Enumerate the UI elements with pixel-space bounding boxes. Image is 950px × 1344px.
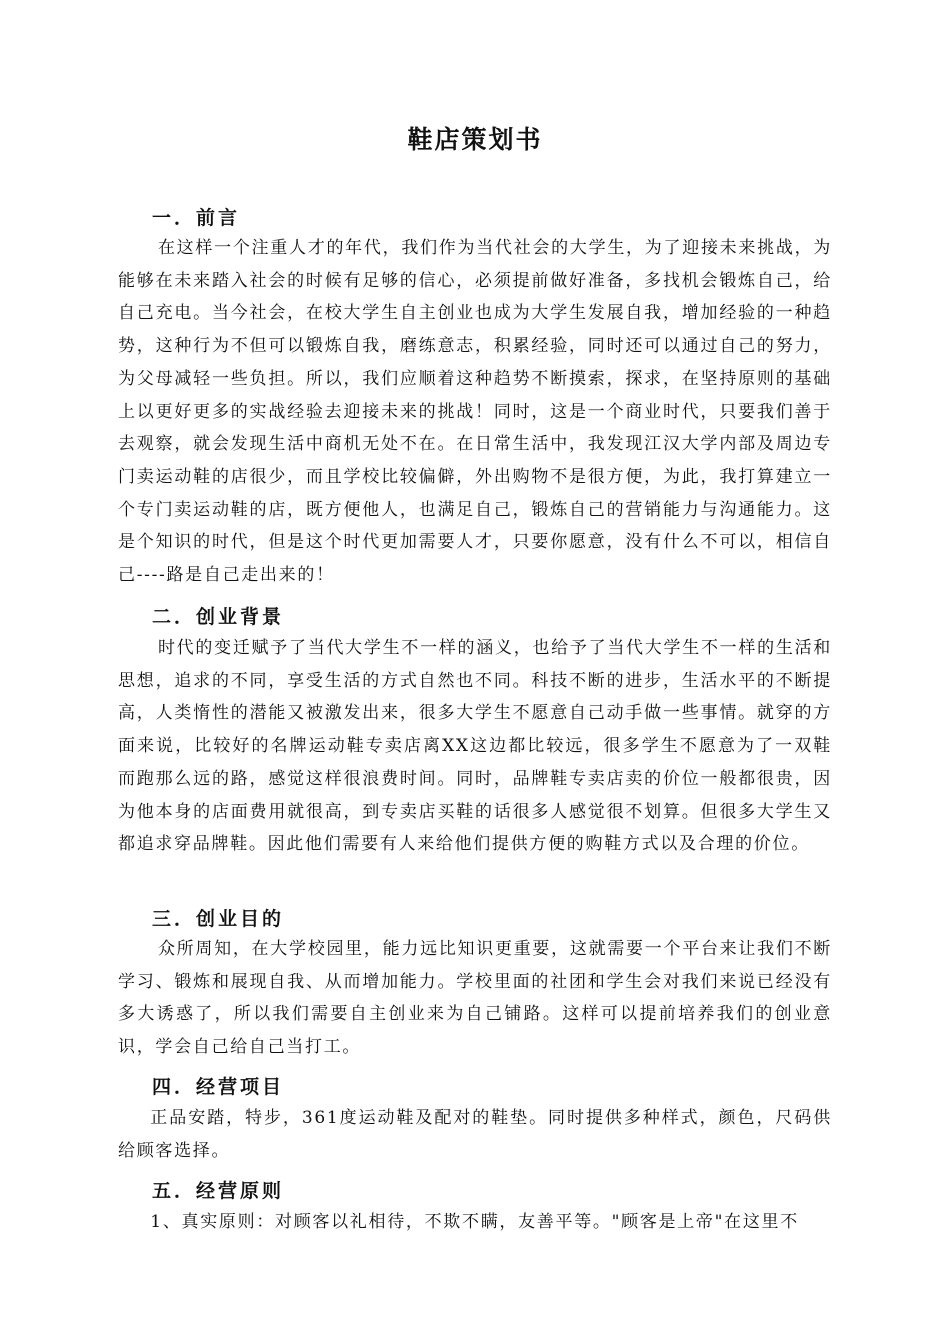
section-heading-background: 二．创业背景 [152,606,285,628]
section-paragraph-principles: 1、真实原则：对顾客以礼相待，不欺不瞒，友善平等。"顾客是上帝"在这里不 [150,1212,799,1232]
section-heading-business-items: 四．经营项目 [152,1076,285,1098]
section-paragraph-background: 时代的变迁赋予了当代大学生不一样的涵义，也给予了当代大学生不一样的生活和思想，追求的不同，享受生活的方式自然也不同。科技不断的进步，生活水平的不断提高，人类惰性的潜能又被激发出来，很多大学生不愿意自己动手做一些事情。就穿的方面来说，比较好的名牌运动鞋专卖店离XX这边都比较远，很多学生不愿意为了一双鞋而跑那么远的路，感觉这样很浪费时间。同时，品牌鞋专卖店卖的价位一般都很贵，因为他本身的店面费用就很高，到专卖店买鞋的话很多人感觉很不划算。但很多大学生又都追求穿品牌鞋。因此他们需要有人来给他们提供方便的购鞋方式以及合理的价位。 [118,638,832,855]
section-heading-principles: 五．经营原则 [152,1180,285,1202]
section-paragraph-business-items: 正品安踏，特步，361度运动鞋及配对的鞋垫。同时提供多种样式，颜色，尺码供给顾客选择。 [118,1108,832,1161]
section-heading-purpose: 三．创业目的 [152,908,285,930]
section-paragraph-purpose: 众所周知，在大学校园里，能力远比知识更重要，这就需要一个平台来让我们不断学习、锻炼和展现自我、从而增加能力。学校里面的社团和学生会对我们来说已经没有多大诱惑了，所以我们需要自主创业来为自己铺路。这样可以提前培养我们的创业意识，学会自己给自己当打工。 [118,939,832,1058]
section-heading-preface: 一．前言 [152,207,241,229]
section-paragraph-preface: 在这样一个注重人才的年代，我们作为当代社会的大学生，为了迎接未来挑战，为能够在未来踏入社会的时候有足够的信心，必须提前做好准备，多找机会锻炼自己，给自己充电。当今社会，在校大学生自主创业也成为大学生发展自我，增加经验的一种趋势，这种行为不但可以锻炼自我，磨练意志，积累经验，同时还可以通过自己的努力，为父母减轻一些负担。所以，我们应顺着这种趋势不断摸索，探求，在坚持原则的基础上以更好更多的实战经验去迎接未来的挑战！同时，这是一个商业时代，只要我们善于去观察，就会发现生活中商机无处不在。在日常生活中，我发现江汉大学内部及周边专门卖运动鞋的店很少，而且学校比较偏僻，外出购物不是很方便，为此，我打算建立一个专门卖运动鞋的店，既方便他人，也满足自己，锻炼自己的营销能力与沟通能力。这是个知识的时代，但是这个时代更加需要人才，只要你愿意，没有什么不可以，相信自己----路是自己走出来的！ [118,238,832,586]
page-title: 鞋店策划书 [407,125,543,154]
